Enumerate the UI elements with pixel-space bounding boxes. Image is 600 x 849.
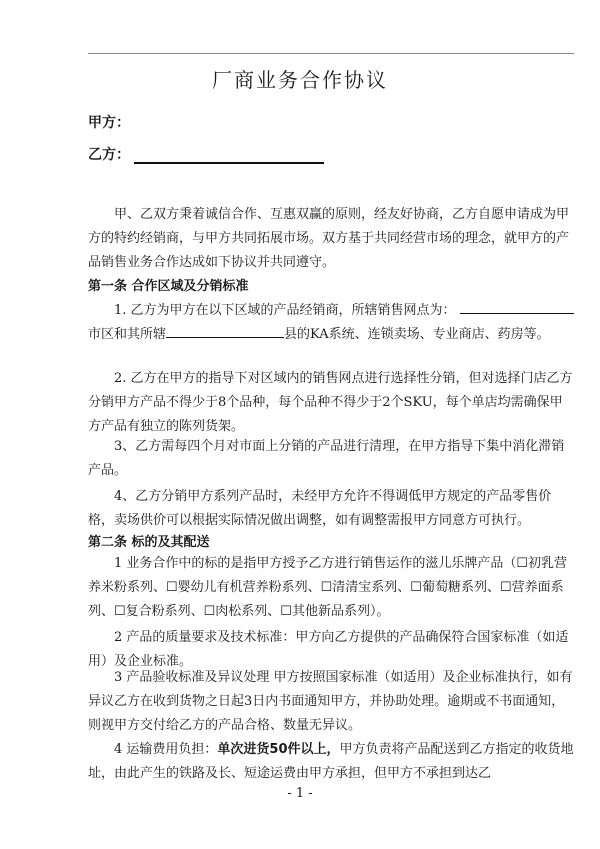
- clause-1-text-a: 1. 乙方为甲方在以下区域的产品经销商，所辖销售网点为：: [114, 303, 456, 318]
- clause-4-bold-text: 单次进货50件以上，: [217, 742, 340, 757]
- header-rule: [88, 53, 574, 54]
- article-1-clause-2: 2. 乙方在甲方的指导下对区域内的销售网点进行选择性分销，但对选择门店乙方分销甲方产品不得少于8个品种，每个品种不得少于2个SKU，每个单店均需确保甲方产品有独立的陈列货架。: [88, 371, 573, 434]
- document-title: 厂商业务合作协议: [212, 68, 388, 92]
- page-number: - 1 -: [287, 786, 313, 801]
- article-2-clause-3: 3 产品验收标准及异议处理 甲方按照国家标准（如适用）及企业标准执行，如有异议乙方在收到货物之日起3日内书面通知甲方，并协助处理。逾期或不书面通知，则视甲方交付给乙方的产品合格、数量无异议。: [88, 670, 573, 733]
- article-2-clause-4: [88, 738, 574, 786]
- party-b-line: [88, 144, 324, 164]
- article-1-clause-3: 3、乙方需每四个月对市面上分销的产品进行清理，在甲方指导下集中消化滞销产品。: [88, 439, 565, 478]
- intro-paragraph: 甲、乙双方秉着诚信合作、互惠双赢的原则，经友好协商，乙方自愿申请成为甲方的特约经销商，与甲方共同拓展市场。双方基于共同经营市场的理念，就甲方的产品销售业务合作达成如下协议并共同遵守。: [88, 207, 570, 270]
- party-a-line: [88, 112, 130, 132]
- article-2-clause-1: 1 业务合作中的标的是指甲方授予乙方进行销售运作的滋儿乐牌产品（☐初乳营养米粉系列、☐婴幼儿有机营养粉系列、☐清清宝系列、☐葡萄糖系列、☐营养面系列、☐复合粉系列、☐肉松系列、☐其他新品系列）。: [88, 556, 568, 619]
- clause-4-text-b: 甲方负责将产品配送到乙方指定的收货地址，由此产生的铁路及长、短途运费由甲方承担，但甲方不承担到达乙: [88, 742, 574, 781]
- clause-1-text-b: 市区和其所辖: [88, 327, 167, 342]
- article-2-clause-2: 2 产品的质量要求及技术标准：甲方向乙方提供的产品确保符合国家标准（如适用）及企业标准。: [88, 630, 569, 669]
- article-1-clause-1: [88, 299, 574, 347]
- party-b-blank: [134, 148, 324, 164]
- clause-1-text-c: 县的KA系统、连锁卖场、专业商店、药房等。: [284, 327, 550, 342]
- clause-4-text-a: 4 运输费用负担：: [114, 742, 218, 757]
- article-1-heading: 第一条 合作区域及分销标准: [88, 279, 249, 294]
- article-2-heading: 第二条 标的及其配送: [88, 535, 210, 550]
- party-a-label: 甲方：: [88, 115, 130, 131]
- party-b-label: 乙方：: [88, 147, 130, 163]
- article-1-clause-4: 4、乙方分销甲方系列产品时，未经甲方允许不得调低甲方规定的产品零售价格，卖场供价可以根据实际情况做出调整，如有调整需报甲方同意方可执行。: [88, 489, 552, 528]
- county-blank: [166, 324, 284, 338]
- city-blank: [500, 300, 574, 314]
